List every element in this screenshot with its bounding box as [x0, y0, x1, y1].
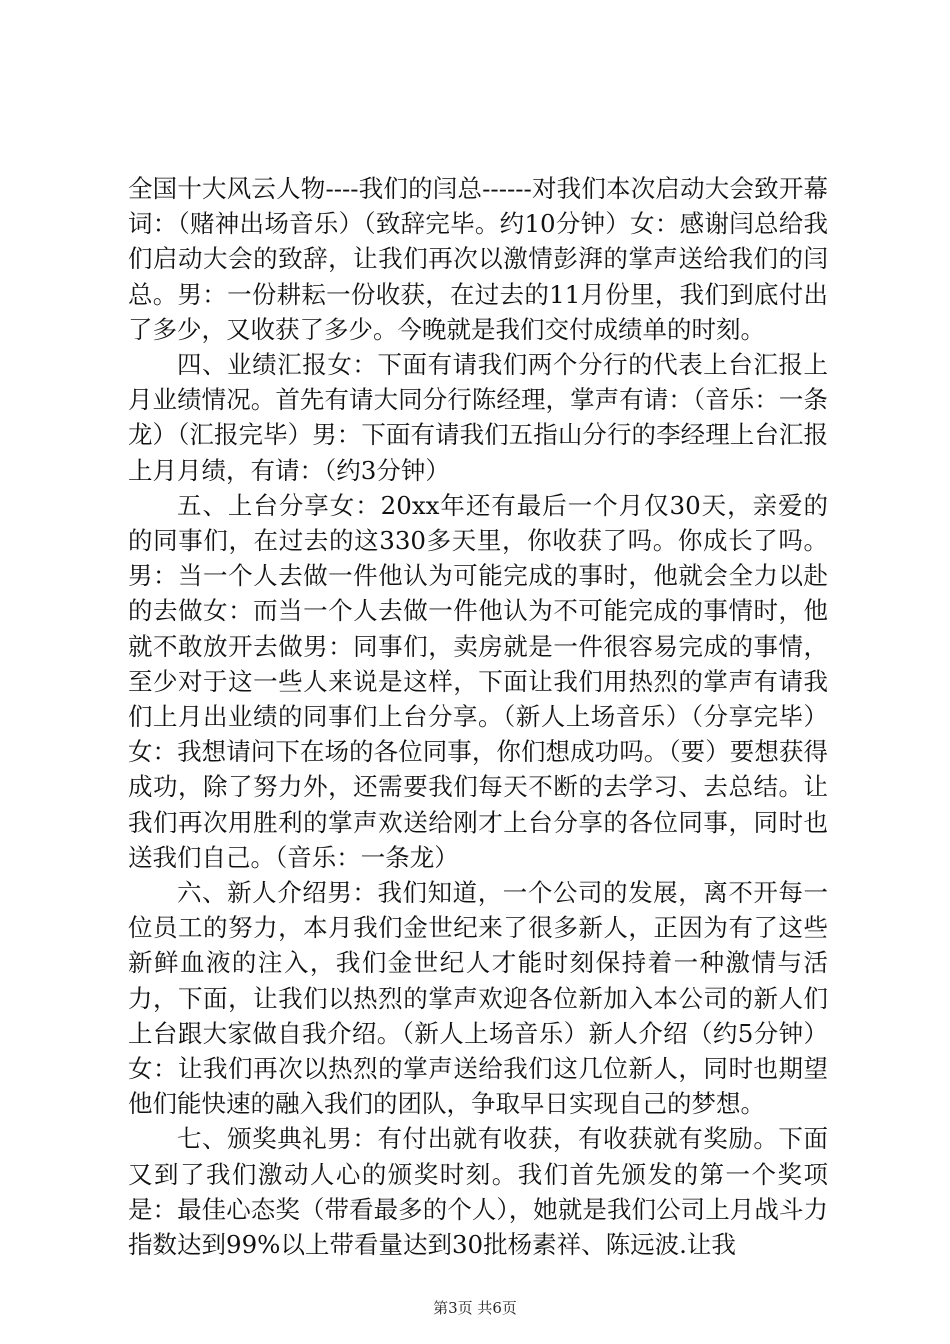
- paragraph-opening-speech: 全国十大风云人物----我们的闫总------对我们本次启动大会致开幕词：（赌神出场音乐）（致辞完毕。约10分钟）女：感谢闫总给我们启动大会的致辞，让我们再次以激情彭湃的掌声送给我们的闫总。男：一份耕耘一份收获，在过去的11月份里，我们到底付出了多少，又收获了多少。今晚就是我们交付成绩单的时刻。: [128, 174, 828, 344]
- paragraph-performance-report: 四、业绩汇报女：下面有请我们两个分行的代表上台汇报上月业绩情况。首先有请大同分行陈经理，掌声有请：（音乐：一条龙）（汇报完毕）男：下面有请我们五指山分行的李经理上台汇报上月月绩，有请：（约3分钟）: [128, 350, 828, 485]
- page-footer: 第3页 共6页: [433, 1299, 517, 1317]
- paragraph-sharing-session: 五、上台分享女：20xx年还有最后一个月仅30天，亲爱的的同事们，在过去的这330多天里，你收获了吗。你成长了吗。男：当一个人去做一件他认为可能完成的事时，他就会全力以赴的去做女：而当一个人去做一件他认为不可能完成的事情时，他就不敢放开去做男：同事们，卖房就是一件很容易完成的事情，至少对于这一些人来说是这样，下面让我们用热烈的掌声有请我们上月出业绩的同事们上台分享。（新人上场音乐）（分享完毕）女：我想请问下在场的各位同事，你们想成功吗。（要）要想获得成功，除了努力外，还需要我们每天不断的去学习、去总结。让我们再次用胜利的掌声欢送给刚才上台分享的各位同事，同时也送我们自己。（音乐：一条龙）: [128, 490, 828, 872]
- body-text: [128, 171, 828, 1262]
- paragraph-new-staff-intro: 六、新人介绍男：我们知道，一个公司的发展，离不开每一位员工的努力，本月我们金世纪来了很多新人，正因为有了这些新鲜血液的注入，我们金世纪人才能时刻保持着一种激情与活力，下面，让我们以热烈的掌声欢迎各位新加入本公司的新人们上台跟大家做自我介绍。（新人上场音乐）新人介绍（约5分钟）女：让我们再次以热烈的掌声送给我们这几位新人，同时也期望他们能快速的融入我们的团队，争取早日实现自己的梦想。: [128, 878, 828, 1119]
- paragraph-award-ceremony: 七、颁奖典礼男：有付出就有收获，有收获就有奖励。下面又到了我们激动人心的颁奖时刻。我们首先颁发的第一个奖项是：最佳心态奖（带看最多的个人），她就是我们公司上月战斗力指数达到99%以上带看量达到30批杨素祥、陈远波.让我: [128, 1124, 828, 1260]
